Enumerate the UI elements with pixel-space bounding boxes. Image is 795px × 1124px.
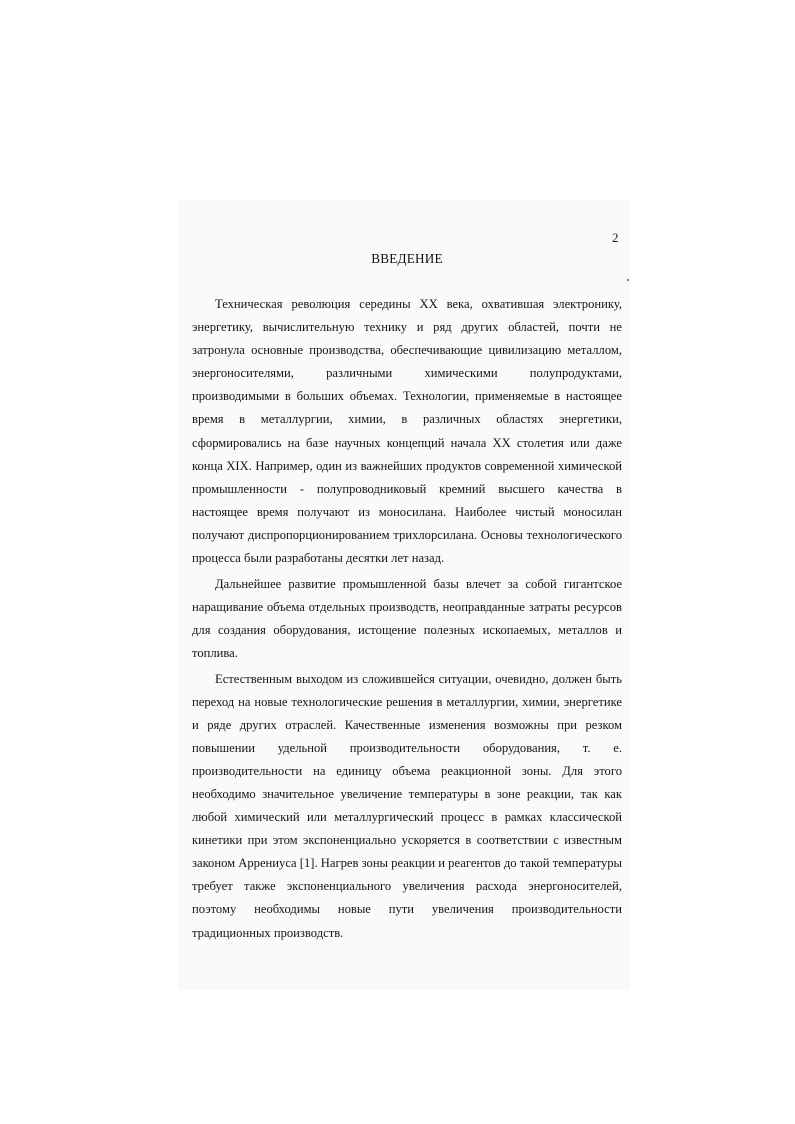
paragraph-1: Техническая революция середины XX века, охватившая электронику, энергетику, вычислительную технику и ряд других областей, почти не затронула основные производства, обеспечивающие цивилизацию металлом, энергоносителями, различными химическими полупродуктами, производимыми в больших объемах. Технологии, применяемые в настоящее время в металлургии, химии, в различных областях энергетики, сформировались на базе научных концепций начала XX столетия или даже конца XIX. Например, один из важнейших продуктов современной химической промышленности - полупроводниковый кремний высшего качества в настоящее время получают из моносилана. Наиболее чистый моносилан получают диспропорционированием трихлорсилана. Основы технологического процесса были разработаны десятки лет назад. (192, 297, 622, 566)
paragraph-2: Дальнейшее развитие промышленной базы влечет за собой гигантское наращивание объема отдельных производств, неоправданные затраты ресурсов для создания оборудования, истощение полезных ископаемых, металлов и топлива. (192, 576, 622, 660)
body-text (192, 293, 622, 947)
section-heading: ВВЕДЕНИЕ (371, 251, 443, 266)
paragraph-3: Естественным выходом из сложившейся ситуации, очевидно, должен быть переход на новые технологические решения в металлургии, химии, энергетике и ряде других отраслей. Качественные изменения возможны при резком повышении удельной производительности оборудования, т. е. производительности на единицу объема реакционной зоны. Для этого необходимо значительное увеличение температуры в зоне реакции, так как любой химический или металлургический процесс в рамках классической кинетики при этом экспоненциально ускоряется в соответствии с известным законом Аррениуса [1]. Нагрев зоны реакции и реагентов до такой температуры требует также экспоненциального увеличения расхода энергоносителей, поэтому необходимы новые пути увеличения производительности традиционных производств. (192, 671, 622, 940)
scan-speck (627, 279, 629, 281)
page-number: 2 (612, 230, 619, 245)
